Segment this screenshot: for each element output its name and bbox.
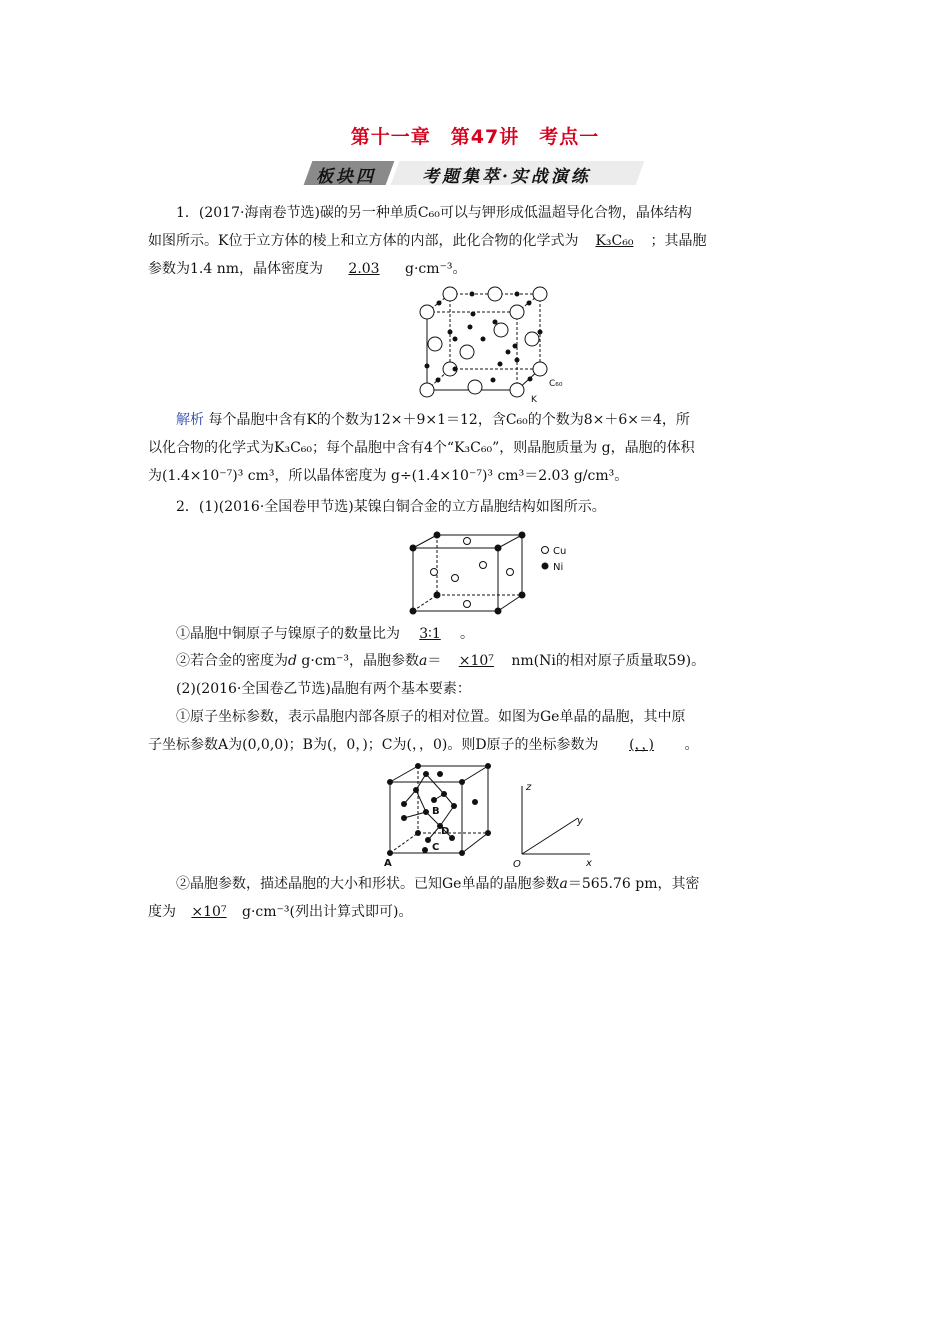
analysis-line-2: 以化合物的化学式为K₃C₆₀；每个晶胞中含有4个“K₃C₆₀”，则晶胞质量为 g，晶胞的体积 [148, 440, 695, 456]
fig1-label-k: K [531, 395, 537, 405]
axis-label-origin: O [513, 859, 521, 870]
q2-s4-a-var: a [559, 876, 568, 892]
axis-label-x: x [586, 858, 592, 869]
ge-unit-cell-figure [380, 760, 610, 870]
cu-ni-unit-cell-figure [405, 528, 580, 618]
q2-s3-line-2 [148, 735, 699, 755]
k3c60-unit-cell-figure [415, 284, 575, 406]
q1-answer-formula: K₃C₆₀ [595, 233, 634, 249]
q2-s4-tail: g·cm⁻³(列出计算式即可)。 [242, 904, 413, 920]
q2-s4-line-2-text: 度为 [148, 904, 176, 920]
q2-s3-tail: 。 [684, 737, 699, 753]
q2-s3-line-1: ①原子坐标参数，表示晶胞内部各原子的相对位置。如图为Ge单晶的晶胞，其中原 [176, 709, 686, 725]
analysis-line-1 [176, 410, 690, 430]
q2-s2-a-var: a [418, 653, 428, 669]
q2-s4-line-1 [176, 874, 700, 894]
q2-s1-text: ①晶胞中铜原子与镍原子的数量比为 [176, 626, 400, 642]
axis-label-y: y [577, 816, 583, 827]
q2-s2-d-var: d [288, 653, 297, 669]
q2-s2-text: ②若合金的密度为 [176, 653, 288, 669]
q1-answer-density: 2.03 [348, 261, 380, 277]
q2-line-1: 2．(1)(2016·全国卷甲节选)某镍白铜合金的立方晶胞结构如图所示。 [176, 499, 606, 515]
q2-s2-text-c: ＝ [427, 653, 442, 669]
q2-s1-line [176, 624, 474, 644]
q1-line-2-text: 如图所示。K位于立方体的棱上和立方体的内部，此化合物的化学式为 [148, 233, 579, 249]
fig1-label-c60: C₆₀ [549, 379, 563, 389]
q2-s3-answer: (，，) [629, 737, 655, 753]
legend-cu: Cu [553, 546, 567, 557]
legend-ni: Ni [553, 562, 564, 573]
q2-part2-line: (2)(2016·全国卷乙节选)晶胞有两个基本要素： [176, 681, 471, 697]
q2-s4-line-2 [148, 902, 412, 922]
axis-label-z: z [526, 782, 532, 793]
q2-s3-text: 子坐标参数A为(0,0,0)；B为(，0，)；C为(，，0)。则D原子的坐标参数为 [148, 737, 599, 753]
q1-line-1: 1．(2017·海南卷节选)碳的另一种单质C₆₀可以与钾形成低温超导化合物，晶体结构 [176, 205, 692, 221]
q2-s2-text-b: g·cm⁻³，晶胞参数 [296, 653, 419, 669]
section-banner [300, 156, 655, 190]
q1-line-3-tail: g·cm⁻³。 [405, 261, 467, 277]
analysis-line-1-text: 每个晶胞中含有K的个数为12×＋9×1＝12，含C₆₀的个数为8×＋6×＝4，所 [208, 412, 690, 428]
q2-s2-line [176, 651, 705, 671]
banner-right-text: 考题集萃·实战演练 [422, 167, 591, 187]
page-title: 第十一章 第47讲 考点一 [350, 126, 600, 148]
q2-s1-answer: 3∶1 [419, 626, 441, 642]
q2-s4-text-b: ＝565.76 pm，其密 [567, 876, 700, 892]
q1-line-3-text: 参数为1.4 nm，晶体密度为 [148, 261, 324, 277]
q1-line-2 [148, 231, 706, 251]
ge-label-d: D [441, 826, 450, 837]
ge-label-b: B [432, 806, 440, 817]
q1-line-2-tail: ；其晶胞 [650, 233, 707, 249]
banner-left-text: 板块四 [316, 167, 376, 187]
ge-label-c: C [432, 842, 440, 853]
analysis-line-3: 为(1.4×10⁻⁷)³ cm³，所以晶体密度为 g÷(1.4×10⁻⁷)³ cm³＝2.03 g/cm³。 [148, 468, 629, 484]
ge-label-a: A [384, 858, 392, 869]
q2-s4-text: ②晶胞参数，描述晶胞的大小和形状。已知Ge单晶的晶胞参数 [176, 876, 560, 892]
analysis-label: 解析 [176, 412, 204, 428]
q2-s2-answer: ×10⁷ [458, 653, 494, 669]
q2-s2-tail: nm(Ni的相对原子质量取59)。 [511, 653, 706, 669]
q1-line-3 [148, 259, 467, 279]
q2-s1-tail: 。 [460, 626, 474, 642]
q2-s4-answer: ×10⁷ [191, 904, 227, 920]
